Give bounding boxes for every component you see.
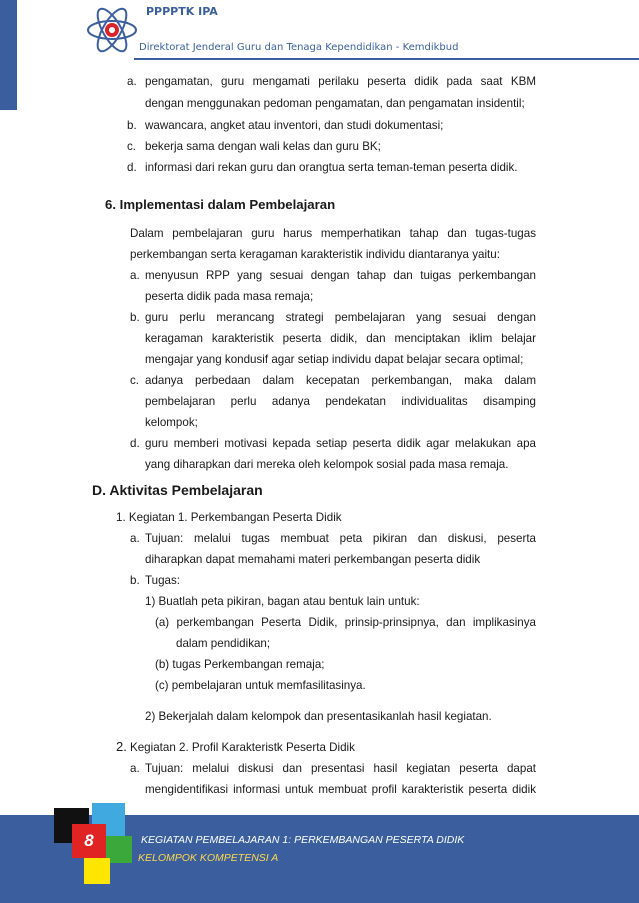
- list-item-text: informasi dari rekan guru dan orangtua serta teman-teman peserta didik.: [145, 161, 518, 174]
- list-item-text: diharapkan dapat memahami materi perkembangan peserta didik: [145, 553, 481, 566]
- atom-logo-icon: [86, 4, 138, 56]
- list-marker: c.: [130, 374, 140, 387]
- list-item-text: guru memberi motivasi kepada setiap peserta didik agar melakukan apa: [145, 437, 536, 450]
- page-number: 8: [72, 824, 106, 858]
- activity-marker: 2.: [116, 739, 127, 754]
- list-item-text: bekerja sama dengan wali kelas dan guru BK;: [145, 140, 381, 153]
- list-item-text: Tujuan: melalui diskusi dan presentasi hasil kegiatan peserta dapat: [145, 762, 536, 775]
- list-marker: d.: [130, 437, 140, 450]
- list-item-text: keragaman karakteristik peserta didik, dan menciptakan iklim belajar: [145, 332, 536, 345]
- list-item-text: mengajar yang kondusif agar setiap individu dapat belajar secara optimal;: [145, 353, 524, 366]
- task-subitem: dalam pendidikan;: [176, 637, 271, 650]
- list-item-text: guru perlu merancang strategi pembelajaran yang sesuai dengan: [145, 311, 536, 324]
- list-marker: b.: [130, 311, 140, 324]
- activity-title: 1. Kegiatan 1. Perkembangan Peserta Didik: [116, 511, 342, 524]
- list-item-text: Tujuan: melalui tugas membuat peta pikiran dan diskusi, peserta: [145, 532, 536, 545]
- header-side-bar: [0, 0, 17, 110]
- list-marker: a.: [130, 532, 140, 545]
- list-item-text: wawancara, angket atau inventori, dan studi dokumentasi;: [145, 119, 444, 132]
- list-item-text: mengidentifikasi informasi untuk membuat profil karakteristik peserta didik: [145, 783, 536, 796]
- task-subitem: (b) tugas Perkembangan remaja;: [155, 658, 325, 671]
- list-marker: a.: [127, 75, 137, 88]
- list-marker: d.: [127, 161, 137, 174]
- header-subtitle: Direktorat Jenderal Guru dan Tenaga Kependidikan - Kemdikbud: [139, 42, 459, 53]
- list-item-text: Tugas:: [145, 574, 181, 587]
- section-heading: 6. Implementasi dalam Pembelajaran: [105, 197, 336, 212]
- list-marker: a.: [130, 269, 140, 282]
- task-subitem: (a) perkembangan Peserta Didik, prinsip-prinsipnya, dan implikasinya: [155, 616, 536, 629]
- list-marker: b.: [127, 119, 137, 132]
- task-item: 1) Buatlah peta pikiran, bagan atau bentuk lain untuk:: [145, 595, 420, 608]
- footer-chapter-title: KEGIATAN PEMBELAJARAN 1: PERKEMBANGAN PESERTA DIDIK: [141, 834, 465, 846]
- footer-group-title: KELOMPOK KOMPETENSI A: [138, 852, 279, 864]
- header-title: PPPPTK IPA: [146, 5, 218, 18]
- list-marker: c.: [127, 140, 137, 153]
- activity-title: Kegiatan 2. Profil Karakteristk Peserta Didik: [130, 741, 355, 754]
- paragraph-line: Dalam pembelajaran guru harus memperhatikan tahap dan tugas-tugas: [130, 227, 536, 240]
- list-item-text: pembelajaran perlu adanya pendekatan individualitas disamping: [145, 395, 536, 408]
- list-item-text: adanya perbedaan dalam kecepatan perkembangan, maka dalam: [145, 374, 536, 387]
- list-item-text: peserta didik pada masa remaja;: [145, 290, 314, 303]
- footer-decor-square: [84, 858, 110, 884]
- section-heading: D. Aktivitas Pembelajaran: [92, 482, 263, 498]
- paragraph-line: perkembangan serta keragaman karakteristik individu diantaranya yaitu:: [130, 248, 500, 261]
- task-subitem: (c) pembelajaran untuk memfasilitasinya.: [155, 679, 366, 692]
- list-marker: b.: [130, 574, 140, 587]
- task-item: 2) Bekerjalah dalam kelompok dan presentasikanlah hasil kegiatan.: [145, 710, 492, 723]
- list-item-text: yang diharapkan dari mereka oleh kelompok sosial pada masa remaja.: [145, 458, 509, 471]
- list-item-text: dengan menggunakan pedoman pengamatan, dan pengamatan insidentil;: [145, 97, 525, 110]
- list-marker: a.: [130, 762, 140, 775]
- header-divider: [134, 58, 639, 60]
- list-item-text: kelompok;: [145, 416, 198, 429]
- list-item-text: pengamatan, guru mengamati perilaku peserta didik pada saat KBM: [145, 75, 536, 88]
- list-item-text: menyusun RPP yang sesuai dengan tahap dan tuigas perkembangan: [145, 269, 536, 282]
